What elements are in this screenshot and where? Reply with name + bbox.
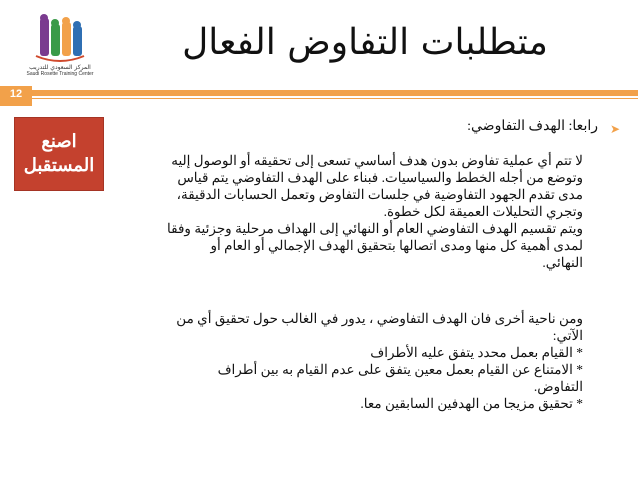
paragraph-1-line: ويتم تقسيم الهدف التفاوضي العام أو النهائي إلى الهداف مرحلية وجزئية وفقا bbox=[167, 221, 583, 236]
header-rule-thick bbox=[32, 90, 638, 96]
paragraph-1-line: النهائي. bbox=[542, 255, 583, 270]
paragraph-2-line: * تحقيق مزيجا من الهدفين السابقين معا. bbox=[360, 396, 583, 411]
page-number: 12 bbox=[9, 88, 23, 100]
paragraph-2-line: ومن ناحية أخرى فان الهدف التفاوضي ، يدور في الغالب حول تحقيق أي من bbox=[176, 311, 583, 326]
logo bbox=[22, 12, 98, 80]
paragraph-1-line: وتوضع من أجله الخطط والسياسيات. فبناء على الهدف التفاوضي يتم قياس bbox=[177, 170, 583, 185]
paragraph-1 bbox=[125, 152, 583, 271]
logo-figures-icon bbox=[22, 12, 98, 68]
header-rule-thin bbox=[32, 98, 638, 99]
slogan-line-1: اصنع bbox=[41, 131, 77, 152]
page-title: متطلبات التفاوض الفعال bbox=[182, 22, 548, 63]
side-slogan-box bbox=[14, 117, 104, 191]
paragraph-2 bbox=[125, 310, 583, 412]
paragraph-2-line: الآتي: bbox=[552, 328, 583, 343]
logo-name-ar: المركز السعودي للتدريب bbox=[29, 64, 91, 71]
arrow-bullet-icon: ➤ bbox=[610, 122, 621, 136]
paragraph-1-line: مدى تقدم الجهود التفاوضية في جلسات التفاوض وتعمل الحسابات الدقيقة، bbox=[176, 187, 583, 202]
slogan-line-2: المستقبل bbox=[23, 155, 95, 176]
paragraph-1-line: وتجري التحليلات العميقة لكل خطوة. bbox=[383, 204, 583, 219]
paragraph-2-line: التفاوض. bbox=[533, 379, 583, 394]
paragraph-2-line: * الامتناع عن القيام بعمل معين يتفق على عدم القيام به بين أطراف bbox=[217, 362, 583, 377]
section-heading: رابعا: الهدف التفاوضي: bbox=[467, 119, 598, 134]
paragraph-2-line: * القيام بعمل محدد يتفق عليه الأطراف bbox=[370, 345, 583, 360]
paragraph-1-line: لمدى أهمية كل منها ومدى اتصالها بتحقيق الهدف الإجمالي أو العام أو bbox=[210, 238, 583, 253]
logo-name-en: Saudi Rosette Training Center bbox=[26, 71, 94, 77]
paragraph-1-line: لا تتم أي عملية تفاوض بدون هدف أساسي تسعى إلى تحقيقه أو الوصول إليه bbox=[171, 153, 583, 168]
